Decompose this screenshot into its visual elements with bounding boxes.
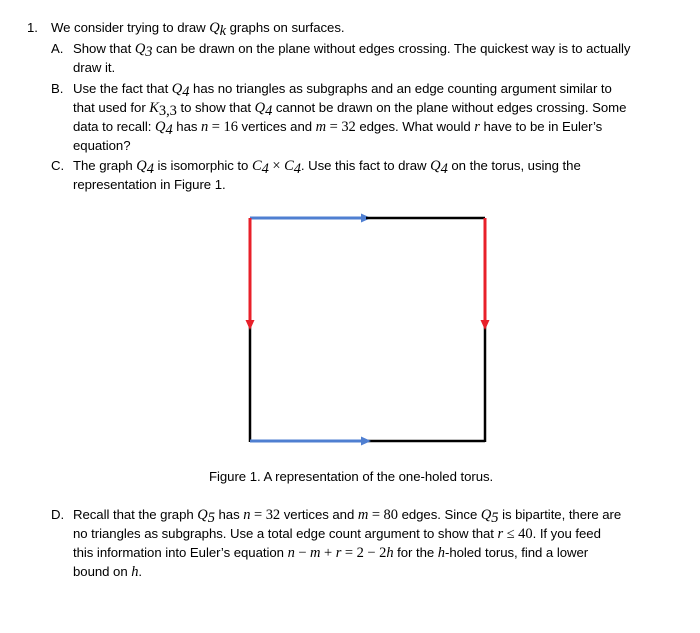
text: no triangles as subgraphs. Use a total edge count argument to show that — [73, 526, 498, 541]
text: can be drawn on the plane without edges crossing. The quickest way is to actually — [152, 41, 631, 56]
math-ineq: ≤ 40 — [503, 526, 533, 542]
math-sub: 5 — [491, 510, 499, 526]
intro-text: We consider trying to draw — [51, 20, 210, 35]
math-n: n — [287, 545, 295, 561]
intro-text-end: graphs on surfaces. — [226, 20, 345, 35]
text: Recall that the graph — [73, 507, 198, 522]
math-q: Q — [480, 507, 492, 523]
math-q: Q — [155, 119, 166, 135]
part-d-line-1 — [73, 506, 621, 524]
text: on the torus, using the — [447, 158, 581, 173]
text: this information into Euler’s equation — [73, 545, 288, 560]
math-c: C — [284, 158, 294, 174]
text: has no triangles as subgraphs and an edge counting argument similar to — [189, 81, 612, 96]
math-times: × — [268, 158, 285, 174]
text: has — [214, 507, 244, 522]
part-c-marker: C. — [51, 158, 65, 173]
text: Show that — [73, 41, 135, 56]
part-c-line-2: representation in Figure 1. — [73, 177, 226, 192]
math-r: r — [474, 119, 480, 135]
math-q: Q — [430, 158, 441, 174]
math-c: C — [251, 158, 262, 174]
math-sub: 4 — [440, 161, 448, 177]
math-q: Q — [136, 158, 147, 174]
math-r: r — [335, 545, 342, 561]
text: have to be in Euler’s — [479, 119, 603, 134]
part-b-line-4: equation? — [73, 138, 131, 153]
text: . Use this fact to draw — [300, 158, 431, 173]
problem-number: 1. — [27, 20, 38, 35]
math-n: n — [243, 507, 251, 523]
math-q: Q — [209, 20, 220, 36]
part-d-marker: D. — [51, 507, 65, 522]
text: vertices and — [280, 507, 358, 522]
text: for the — [393, 545, 438, 560]
math-q: Q — [254, 100, 266, 116]
figure-caption: Figure 1. A representation of the one-holed torus. — [209, 469, 494, 484]
part-d-line-4 — [73, 563, 142, 581]
math-sub: 3 — [145, 44, 153, 60]
math-sub: 4 — [265, 103, 273, 119]
math-sub: 3,3 — [158, 103, 177, 119]
part-d-line-3 — [73, 544, 588, 562]
math-sub: 4 — [182, 84, 190, 100]
math-eq: = 32 — [326, 119, 356, 135]
text: vertices and — [237, 119, 316, 134]
math-eq: = 2 − 2 — [341, 545, 387, 561]
math-op: + — [320, 545, 336, 561]
math-m: m — [310, 545, 321, 561]
math-eq: = 16 — [208, 119, 238, 135]
text: data to recall: — [73, 119, 156, 134]
math-q: Q — [171, 81, 183, 97]
math-h: h — [386, 545, 394, 561]
math-sub: 4 — [165, 122, 173, 138]
right-arrow-icon — [481, 320, 490, 330]
math-eq: = 80 — [368, 507, 398, 523]
text: bound on — [73, 564, 132, 579]
math-sub: 4 — [146, 161, 154, 177]
math-h: h — [437, 545, 445, 561]
text: Use the fact that — [73, 81, 172, 96]
text: -holed torus, find a lower — [444, 545, 589, 560]
math-sub: k — [219, 23, 227, 39]
text: The graph — [73, 158, 137, 173]
math-sub: 5 — [207, 510, 215, 526]
text: that used for — [73, 100, 150, 115]
math-k: K — [149, 100, 159, 116]
math-q: Q — [134, 41, 146, 57]
math-r: r — [497, 526, 504, 542]
text: is bipartite, there are — [498, 507, 622, 522]
math-n: n — [201, 119, 209, 135]
math-eq: = 32 — [250, 507, 281, 523]
part-d-line-2 — [73, 525, 601, 543]
math-h: h — [131, 564, 139, 580]
math-sub: 4 — [293, 161, 301, 177]
text: cannot be drawn on the plane without edges crossing. Some — [272, 100, 627, 115]
bottom-arrow-icon — [361, 437, 371, 446]
part-b-marker: B. — [51, 81, 64, 96]
text: is isomorphic to — [153, 158, 252, 173]
text: edges. Since — [397, 507, 481, 522]
math-sub: 4 — [261, 161, 269, 177]
math-op: − — [294, 545, 311, 561]
text: edges. What would — [355, 119, 475, 134]
math-m: m — [315, 119, 327, 135]
part-a-line-2: draw it. — [73, 60, 116, 75]
math-q: Q — [197, 507, 208, 523]
text: . — [138, 564, 143, 579]
left-arrow-icon — [246, 320, 255, 330]
text: . If you feed — [532, 526, 601, 541]
text: to show that — [176, 100, 255, 115]
text: has — [172, 119, 202, 134]
part-a-marker: A. — [51, 41, 64, 56]
math-m: m — [357, 507, 369, 523]
